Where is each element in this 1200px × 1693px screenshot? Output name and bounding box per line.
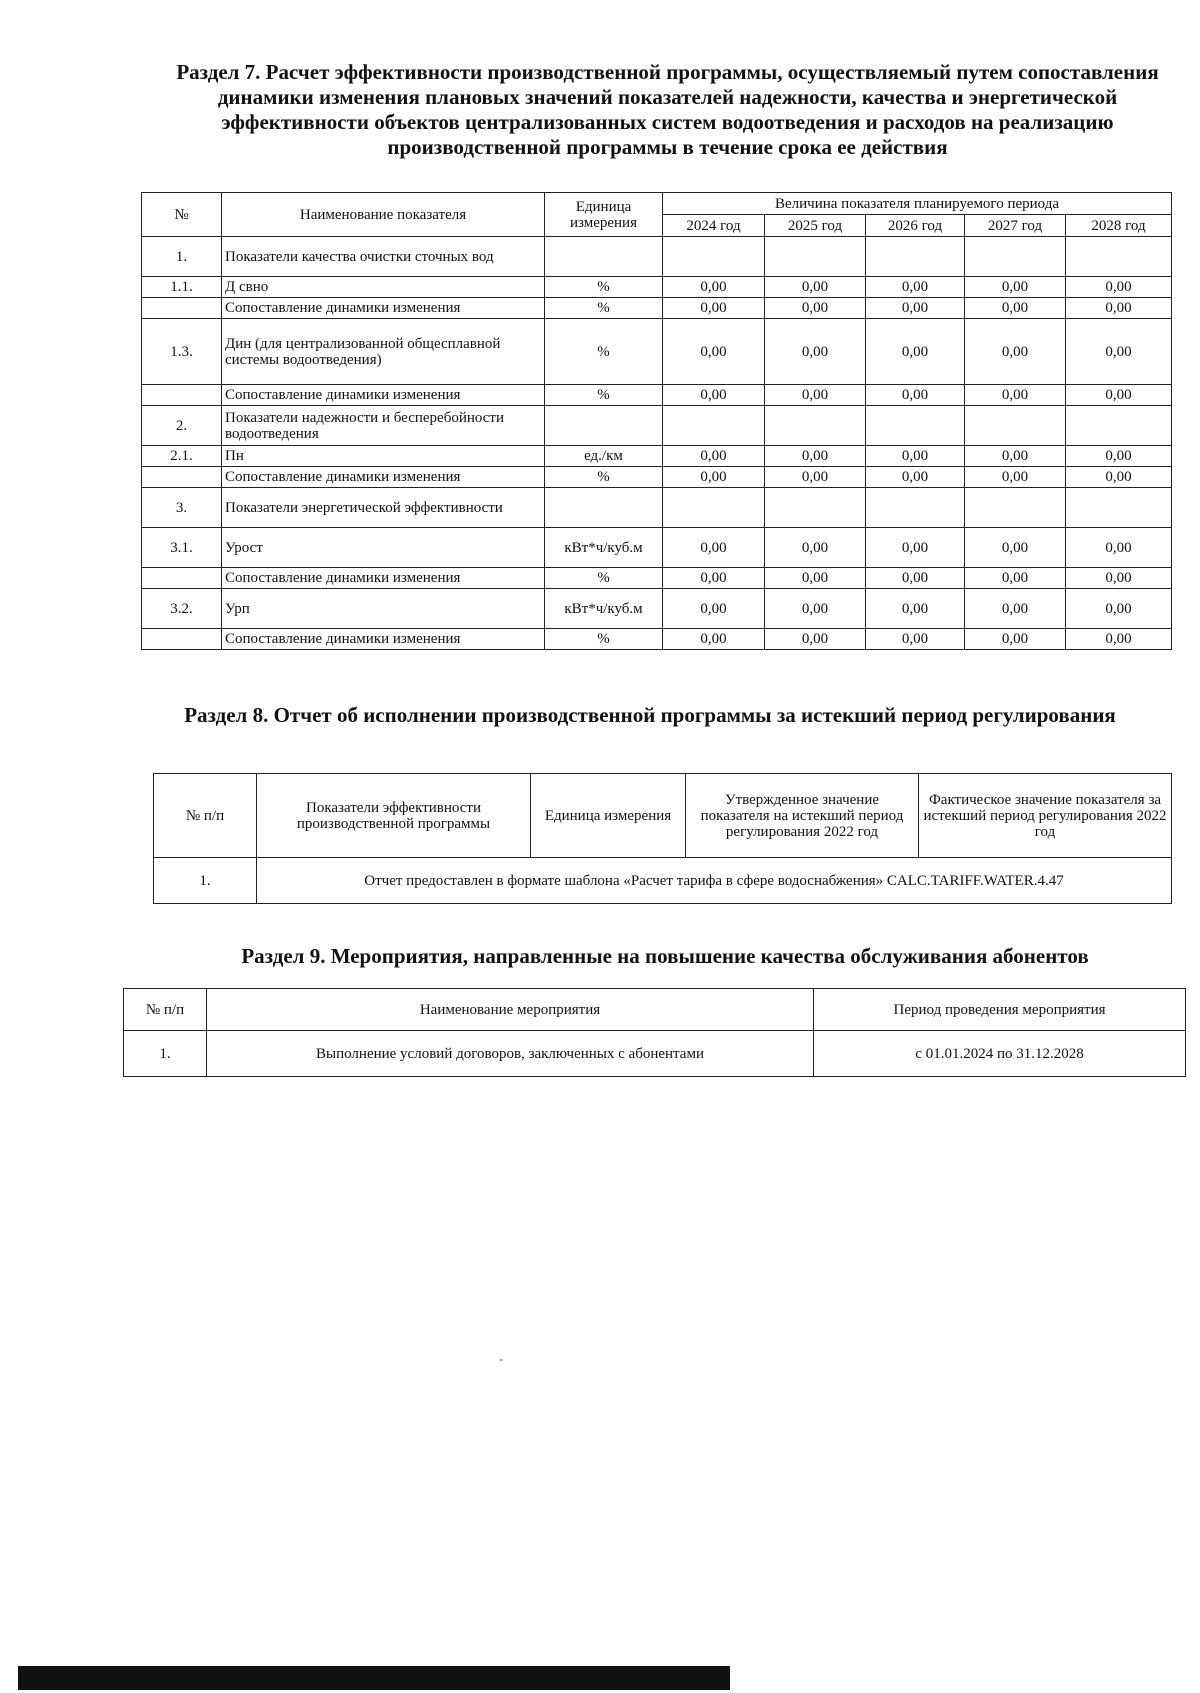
row-name: Урост [222, 528, 545, 568]
scan-edge-bar [18, 1666, 730, 1690]
row-value: 0,00 [765, 277, 866, 298]
row-unit: % [545, 568, 663, 589]
row-value [663, 406, 765, 446]
col-header-value-group: Величина показателя планируемого периода [663, 193, 1172, 215]
row-value: 0,00 [1066, 385, 1172, 406]
row-name: Урп [222, 589, 545, 629]
col-header-unit: Единица измерения [545, 193, 663, 237]
col-header-year: 2024 год [663, 215, 765, 237]
row-name: Показатели надежности и бесперебойности водоотведения [222, 406, 545, 446]
row-num: 3.2. [142, 589, 222, 629]
row-value: 0,00 [765, 467, 866, 488]
row-num [142, 298, 222, 319]
row-value [965, 406, 1066, 446]
table-row [142, 629, 1172, 650]
row-value [663, 488, 765, 528]
row-value: 0,00 [663, 568, 765, 589]
row-value [866, 488, 965, 528]
row-name: Сопоставление динамики изменения [222, 568, 545, 589]
table-row [142, 385, 1172, 406]
row-value: 0,00 [866, 319, 965, 385]
col-header-year: 2028 год [1066, 215, 1172, 237]
section-7-table [141, 192, 1172, 650]
row-num [142, 467, 222, 488]
row-value [1066, 237, 1172, 277]
row-value: 0,00 [1066, 298, 1172, 319]
table-row [142, 446, 1172, 467]
row-value [965, 237, 1066, 277]
row-num [142, 629, 222, 650]
row-value: 0,00 [965, 629, 1066, 650]
table-row [142, 298, 1172, 319]
table-row [142, 277, 1172, 298]
row-value: 0,00 [965, 467, 1066, 488]
col-header-period: Период проведения мероприятия [814, 989, 1186, 1031]
row-value: 0,00 [866, 467, 965, 488]
row-value: 0,00 [663, 319, 765, 385]
section-9-title: Раздел 9. Мероприятия, направленные на повышение качества обслуживания абонентов [241, 944, 1089, 968]
row-value: 0,00 [1066, 446, 1172, 467]
row-value: 0,00 [1066, 568, 1172, 589]
row-value [965, 488, 1066, 528]
row-name: Сопоставление динамики изменения [222, 629, 545, 650]
row-value [765, 237, 866, 277]
row-value: 0,00 [965, 528, 1066, 568]
row-value [866, 406, 965, 446]
row-name: Сопоставление динамики изменения [222, 385, 545, 406]
row-value: 0,00 [1066, 629, 1172, 650]
table-row [142, 237, 1172, 277]
row-value: 0,00 [866, 446, 965, 467]
row-name: Д свно [222, 277, 545, 298]
table-row [142, 467, 1172, 488]
row-value: 0,00 [663, 467, 765, 488]
row-num [142, 385, 222, 406]
row-value: 0,00 [1066, 277, 1172, 298]
row-num: 3. [142, 488, 222, 528]
row-value: 0,00 [663, 528, 765, 568]
row-value: 0,00 [765, 589, 866, 629]
table-row [142, 528, 1172, 568]
section-7-title: Раздел 7. Расчет эффективности производственной программы, осуществляемый путем сопоставления динамики изменения плановых значений показателей надежности, качества и энергетической эффективности объектов централизованных систем водоотведения и расходов на реализацию производственной программы в течение срока ее действия [176, 60, 1159, 159]
row-num: 1.3. [142, 319, 222, 385]
table-row [124, 1031, 1186, 1077]
row-value: 0,00 [866, 528, 965, 568]
row-value: 0,00 [866, 277, 965, 298]
row-value [663, 237, 765, 277]
col-header-name: Наименование мероприятия [207, 989, 814, 1031]
row-unit: кВт*ч/куб.м [545, 589, 663, 629]
col-header-year: 2027 год [965, 215, 1066, 237]
row-value: 0,00 [1066, 467, 1172, 488]
row-value: 0,00 [965, 319, 1066, 385]
row-value: 0,00 [663, 298, 765, 319]
row-name: Показатели энергетической эффективности [222, 488, 545, 528]
table-row [142, 589, 1172, 629]
row-unit: % [545, 467, 663, 488]
row-name: Сопоставление динамики изменения [222, 298, 545, 319]
table-row [154, 858, 1172, 904]
row-name: Показатели качества очистки сточных вод [222, 237, 545, 277]
row-value: 0,00 [663, 629, 765, 650]
row-num: 3.1. [142, 528, 222, 568]
row-unit: % [545, 277, 663, 298]
section-8-table [153, 773, 1172, 904]
row-unit [545, 488, 663, 528]
row-value: 0,00 [765, 385, 866, 406]
section-8-title: Раздел 8. Отчет об исполнении производственной программы за истекший период регулирования [184, 703, 1116, 727]
row-num: 2. [142, 406, 222, 446]
row-name: Сопоставление динамики изменения [222, 467, 545, 488]
row-value: 0,00 [965, 446, 1066, 467]
row-value [765, 406, 866, 446]
row-value: 0,00 [765, 528, 866, 568]
row-value [1066, 406, 1172, 446]
row-value: 0,00 [765, 446, 866, 467]
row-value [866, 237, 965, 277]
row-value [1066, 488, 1172, 528]
row-num: 1. [154, 858, 257, 904]
row-unit: % [545, 298, 663, 319]
col-header-year: 2025 год [765, 215, 866, 237]
row-value: 0,00 [765, 568, 866, 589]
row-num: 2.1. [142, 446, 222, 467]
table-row [142, 488, 1172, 528]
row-unit: кВт*ч/куб.м [545, 528, 663, 568]
row-value: 0,00 [1066, 319, 1172, 385]
row-name: Пн [222, 446, 545, 467]
row-unit [545, 406, 663, 446]
row-num: 1.1. [142, 277, 222, 298]
section-9-table [123, 988, 1186, 1077]
row-value: 0,00 [866, 568, 965, 589]
col-header-unit: Единица измерения [531, 774, 686, 858]
row-value: 0,00 [965, 385, 1066, 406]
row-value: 0,00 [1066, 528, 1172, 568]
row-value: 0,00 [866, 629, 965, 650]
row-value: 0,00 [965, 298, 1066, 319]
col-header-approved: Утвержденное значение показателя на истекший период регулирования 2022 год [686, 774, 919, 858]
row-unit: % [545, 629, 663, 650]
row-period: с 01.01.2024 по 31.12.2028 [814, 1031, 1186, 1077]
row-value: 0,00 [965, 568, 1066, 589]
row-value: 0,00 [1066, 589, 1172, 629]
table-row [142, 406, 1172, 446]
col-header-num: № [142, 193, 222, 237]
col-header-year: 2026 год [866, 215, 965, 237]
row-value: 0,00 [663, 277, 765, 298]
col-header-actual: Фактическое значение показателя за истекший период регулирования 2022 год [919, 774, 1172, 858]
row-value: 0,00 [765, 319, 866, 385]
row-unit: % [545, 385, 663, 406]
row-value: 0,00 [965, 277, 1066, 298]
table-row [142, 319, 1172, 385]
row-name: Дин (для централизованной общесплавной системы водоотведения) [222, 319, 545, 385]
row-value: 0,00 [866, 298, 965, 319]
row-unit [545, 237, 663, 277]
col-header-num: № п/п [124, 989, 207, 1031]
row-value: 0,00 [765, 298, 866, 319]
row-value: 0,00 [965, 589, 1066, 629]
row-num [142, 568, 222, 589]
col-header-name: Показатели эффективности производственной программы [257, 774, 531, 858]
row-unit: % [545, 319, 663, 385]
row-value: 0,00 [663, 446, 765, 467]
row-report-text: Отчет предоставлен в формате шаблона «Расчет тарифа в сфере водоснабжения» CALC.TARIFF.WATER.4.47 [257, 858, 1172, 904]
row-unit: ед./км [545, 446, 663, 467]
row-num: 1. [124, 1031, 207, 1077]
col-header-name: Наименование показателя [222, 193, 545, 237]
table-row [142, 568, 1172, 589]
row-name: Выполнение условий договоров, заключенных с абонентами [207, 1031, 814, 1077]
row-value: 0,00 [663, 589, 765, 629]
row-value [765, 488, 866, 528]
scan-speck [500, 1359, 502, 1361]
row-value: 0,00 [663, 385, 765, 406]
row-value: 0,00 [765, 629, 866, 650]
row-num: 1. [142, 237, 222, 277]
row-value: 0,00 [866, 589, 965, 629]
row-value: 0,00 [866, 385, 965, 406]
col-header-num: № п/п [154, 774, 257, 858]
